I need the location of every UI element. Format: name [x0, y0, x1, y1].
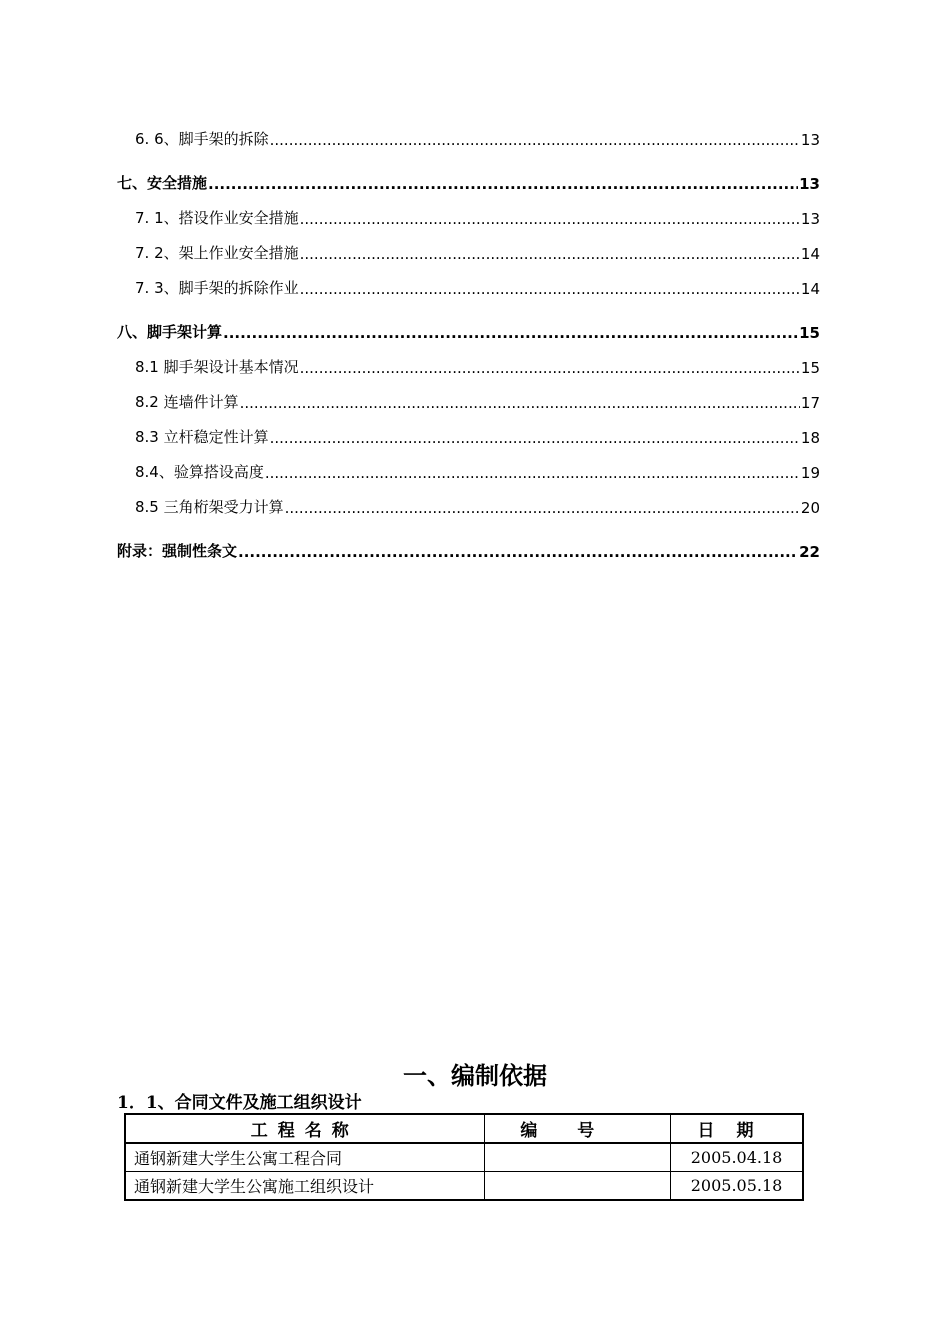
subsection-title: 1．1、合同文件及施工组织设计 [117, 1093, 362, 1113]
header-number: 编号 [484, 1114, 671, 1143]
toc-leader [223, 324, 798, 346]
toc-entry-page: 17 [800, 394, 820, 412]
section-title: 一、编制依据 [403, 1061, 547, 1090]
toc-entry-text: 七、安全措施 [117, 174, 208, 192]
cell-date: 2005.04.18 [671, 1143, 803, 1172]
table-header-row [125, 1114, 803, 1143]
toc-entry-page: 19 [800, 464, 820, 482]
toc-entry[interactable] [117, 381, 820, 416]
header-date: 日期 [671, 1114, 803, 1143]
table-of-contents [117, 118, 820, 565]
toc-entry-page: 15 [799, 324, 820, 342]
toc-entry[interactable] [117, 267, 820, 302]
toc-entry-text: 7. 2、架上作业安全措施 [135, 244, 299, 262]
toc-leader [270, 429, 800, 451]
toc-entry-page: 14 [800, 245, 820, 263]
toc-entry-page: 20 [800, 499, 820, 517]
toc-entry[interactable] [117, 302, 820, 346]
toc-entry-page: 13 [800, 210, 820, 228]
toc-leader [265, 464, 800, 486]
toc-entry-page: 13 [799, 175, 820, 193]
toc-entry-text: 八、脚手架计算 [117, 323, 223, 341]
cell-number [484, 1172, 671, 1201]
toc-entry-page: 15 [800, 359, 820, 377]
toc-entry-text: 7. 1、搭设作业安全措施 [135, 209, 299, 227]
toc-entry-text: 8.2 连墙件计算 [135, 393, 239, 411]
toc-leader [300, 280, 800, 302]
toc-leader [300, 210, 800, 232]
toc-entry[interactable] [117, 416, 820, 451]
toc-entry[interactable] [117, 451, 820, 486]
cell-number [484, 1143, 671, 1172]
toc-leader [285, 499, 800, 521]
toc-entry-text: 6. 6、脚手架的拆除 [135, 130, 269, 148]
toc-entry-page: 13 [800, 131, 820, 149]
toc-entry[interactable] [117, 197, 820, 232]
toc-entry[interactable] [117, 486, 820, 521]
toc-entry-page: 18 [800, 429, 820, 447]
table-row [125, 1172, 803, 1201]
toc-leader [300, 359, 800, 381]
toc-entry-text: 8.1 脚手架设计基本情况 [135, 358, 299, 376]
toc-entry[interactable] [117, 232, 820, 267]
toc-leader [270, 131, 800, 153]
cell-project-name: 通钢新建大学生公寓工程合同 [125, 1143, 484, 1172]
toc-entry-page: 14 [800, 280, 820, 298]
toc-entry[interactable] [117, 153, 820, 197]
toc-entry[interactable] [117, 118, 820, 153]
toc-leader [238, 543, 798, 565]
toc-leader [300, 245, 800, 267]
toc-entry[interactable] [117, 521, 820, 565]
toc-leader [208, 175, 798, 197]
toc-entry-page: 22 [799, 543, 820, 561]
toc-entry-text: 8.3 立杆稳定性计算 [135, 428, 269, 446]
table-row [125, 1143, 803, 1172]
toc-entry-text: 7. 3、脚手架的拆除作业 [135, 279, 299, 297]
basis-documents-table [124, 1113, 804, 1201]
toc-entry-text: 8.5 三角桁架受力计算 [135, 498, 284, 516]
toc-entry-text: 8.4、验算搭设高度 [135, 463, 264, 481]
cell-project-name: 通钢新建大学生公寓施工组织设计 [125, 1172, 484, 1201]
header-project-name: 工程名称 [125, 1114, 484, 1143]
toc-entry-text: 附录：强制性条文 [117, 542, 238, 560]
toc-entry[interactable] [117, 346, 820, 381]
toc-leader [240, 394, 800, 416]
cell-date: 2005.05.18 [671, 1172, 803, 1201]
